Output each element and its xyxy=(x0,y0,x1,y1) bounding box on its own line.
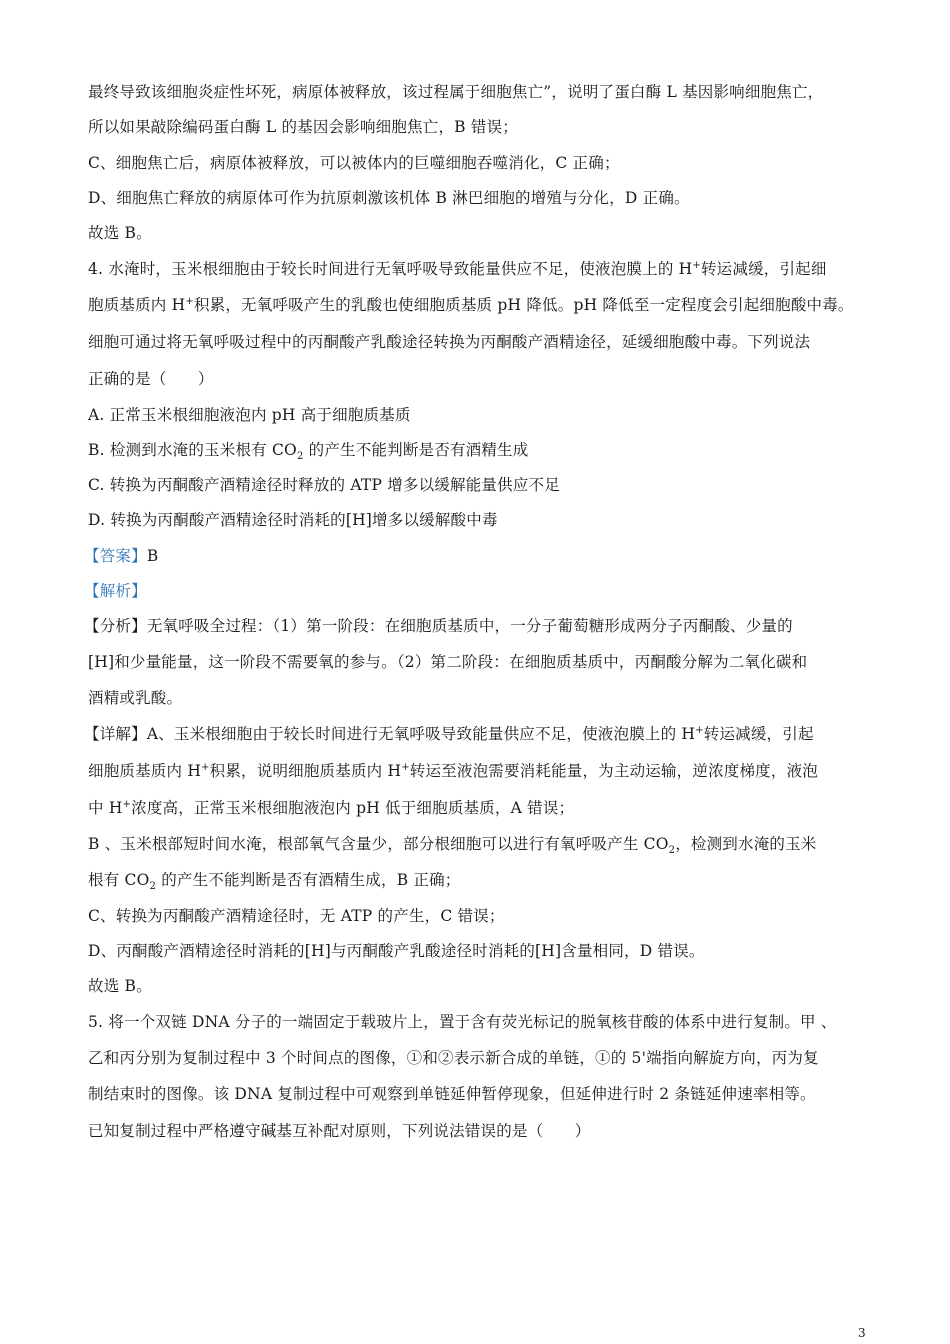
text-line: C、细胞焦亡后，病原体被释放，可以被体内的巨噬细胞吞噬消化，C 正确； xyxy=(88,154,620,172)
text-line: 所以如果敲除编码蛋白酶 L 的基因会影响细胞焦亡，B 错误； xyxy=(88,118,518,136)
question-5-stem: 乙和丙分别为复制过程中 3 个时间点的图像，①和②表示新合成的单链，①的 5'端指向解旋方向，丙为复 xyxy=(88,1049,819,1067)
detail-line: D、丙酮酸产酒精途径时消耗的[H]与丙酮酸产乳酸途径时消耗的[H]含量相同，D 错误。 xyxy=(88,942,705,960)
option-a: A. 正常玉米根细胞液泡内 pH 高于细胞质基质 xyxy=(88,406,411,424)
question-5-stem: 5. 将一个双链 DNA 分子的一端固定于载玻片上，置于含有荧光标记的脱氧核苷酸的体系中进行复制。甲 、 xyxy=(88,1013,837,1031)
text-line: 最终导致该细胞炎症性坏死，病原体被释放，该过程属于细胞焦亡”，说明了蛋白酶 L 基因影响细胞焦亡， xyxy=(88,83,824,101)
question-4-stem: 4. 水淹时，玉米根细胞由于较长时间进行无氧呼吸导致能量供应不足，使液泡膜上的 H+转运减缓，引起细 xyxy=(88,259,827,278)
detail-line: C、转换为丙酮酸产酒精途径时，无 ATP 的产生，C 错误； xyxy=(88,907,505,925)
detail-line: 细胞质基质内 H+积累，说明细胞质基质内 H+转运至液泡需要消耗能量，为主动运输，逆浓度梯度，液泡 xyxy=(88,761,818,780)
detail-line: 【详解】A、玉米根细胞由于较长时间进行无氧呼吸导致能量供应不足，使液泡膜上的 H+转运减缓，引起 xyxy=(84,724,814,743)
answer-line: 【答案】B xyxy=(84,547,159,565)
answer-tag: 【答案】 xyxy=(84,547,147,565)
option-b: B. 检测到水淹的玉米根有 $CO_2$ 的产生不能判断是否有酒精生成 xyxy=(88,441,529,463)
conclusion-line: 故选 B。 xyxy=(88,977,152,995)
detail-line: 中 H+浓度高，正常玉米根细胞液泡内 pH 低于细胞质基质，A 错误； xyxy=(88,798,575,817)
analysis-line: 【分析】无氧呼吸全过程：（1）第一阶段：在细胞质基质中，一分子葡萄糖形成两分子丙酮酸、少量的 xyxy=(84,617,793,635)
question-5-stem: 已知复制过程中严格遵守碱基互补配对原则，下列说法错误的是（ ） xyxy=(88,1122,591,1140)
analysis-tag: 【解析】 xyxy=(84,582,147,600)
option-d: D. 转换为丙酮酸产酒精途径时消耗的[H]增多以缓解酸中毒 xyxy=(88,511,498,529)
question-5-stem: 制结束时的图像。该 DNA 复制过程中可观察到单链延伸暂停现象，但延伸进行时 2 条链延伸速率相等。 xyxy=(88,1085,816,1103)
detail-line: 根有 $CO_2$ 的产生不能判断是否有酒精生成，B 正确； xyxy=(88,871,461,893)
page-number: 3 xyxy=(858,1326,866,1340)
question-4-stem: 胞质基质内 H+积累，无氧呼吸产生的乳酸也使细胞质基质 pH 降低。pH 降低至一定程度会引起细胞酸中毒。 xyxy=(88,295,854,314)
question-4-stem: 正确的是（ ） xyxy=(88,370,214,388)
analysis-line: 酒精或乳酸。 xyxy=(88,689,183,707)
option-c: C. 转换为丙酮酸产酒精途径时释放的 ATP 增多以缓解能量供应不足 xyxy=(88,476,560,494)
text-line: D、细胞焦亡释放的病原体可作为抗原刺激该机体 B 淋巴细胞的增殖与分化，D 正确。 xyxy=(88,189,690,207)
detail-line: B 、玉米根部短时间水淹，根部氧气含量少，部分根细胞可以进行有氧呼吸产生 $CO_2$，检测到水淹的玉米 xyxy=(88,835,817,857)
question-4-stem: 细胞可通过将无氧呼吸过程中的丙酮酸产乳酸途径转换为丙酮酸产酒精途径，延缓细胞酸中毒。下列说法 xyxy=(88,333,811,351)
text-line: 故选 B。 xyxy=(88,224,152,242)
analysis-heading xyxy=(84,580,147,602)
analysis-line: [H]和少量能量，这一阶段不需要氧的参与。（2）第二阶段：在细胞质基质中，丙酮酸分解为二氧化碳和 xyxy=(88,653,808,671)
